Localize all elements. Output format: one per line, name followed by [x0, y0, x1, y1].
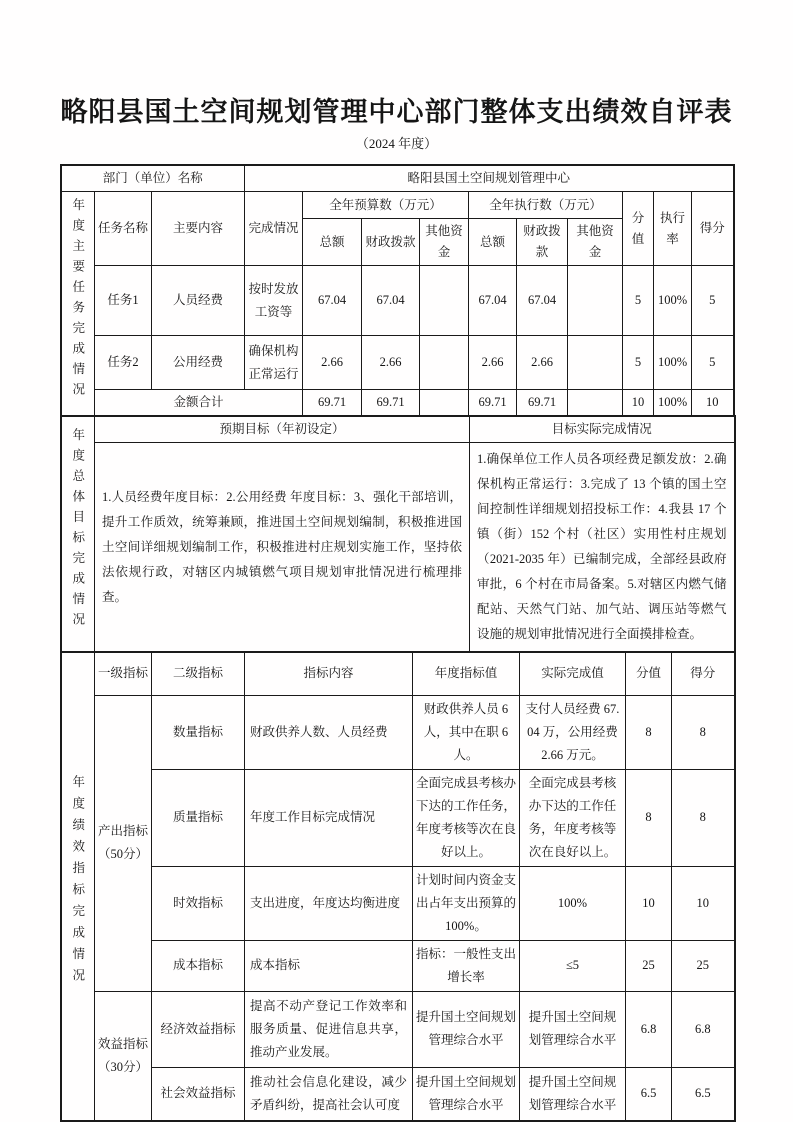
task-name-cell: 任务1 [95, 266, 152, 336]
task-content-cell: 人员经费 [152, 266, 245, 336]
rate-cell: 100% [654, 266, 692, 336]
dept-name-value: 略阳县国土空间规划管理中心 [245, 165, 734, 192]
evaluation-table [60, 164, 734, 1122]
table-row [61, 443, 735, 653]
col-header-exec-other: 其他资金 [568, 219, 623, 266]
task-completion-cell: 按时发放工资等 [245, 266, 303, 336]
score-cell: 6.8 [672, 991, 735, 1067]
rate-cell: 100% [654, 336, 692, 390]
indicator-content-cell: 支出进度，年度达均衡进度 [245, 866, 413, 940]
table-row-task1 [61, 266, 734, 336]
actual-goal-text: 1.确保单位工作人员各项经费足额发放：2.确保机构正常运行：3.完成了 13 个镇的国土空间控制性详细规划招投标工作：4.我县 17 个镇（街）152 个村（社区）实用性村庄规划（2021-2035 年）已编制完成，全部经县政府审批，6 个村在市局备案。5.对辖区内燃气储配站、天然气门站、加气站、调压站等燃气设施的规划审批情况进行全面摸排检查。 [470, 443, 735, 653]
budget-other-cell [420, 336, 469, 390]
col-header-exec-rate: 执行率 [654, 192, 692, 266]
table-row-quantity [61, 695, 735, 769]
expected-goal-header: 预期目标（年初设定） [95, 416, 470, 443]
indicator-content-cell: 成本指标 [245, 940, 413, 991]
exec-other-cell [568, 390, 623, 417]
score-cell: 5 [692, 336, 734, 390]
col-header-points: 分值 [626, 652, 672, 695]
level2-cell: 社会效益指标 [152, 1067, 245, 1121]
col-header-exec-group: 全年执行数（万元） [469, 192, 623, 219]
table-row [61, 165, 734, 192]
col-header-budget-group: 全年预算数（万元） [303, 192, 469, 219]
table-row [61, 416, 735, 443]
col-header-exec-total: 总额 [469, 219, 517, 266]
budget-total-cell: 67.04 [303, 266, 362, 336]
level2-cell: 时效指标 [152, 866, 245, 940]
exec-fiscal-cell: 69.71 [517, 390, 568, 417]
col-header-score: 得分 [692, 192, 734, 266]
target-value-cell: 全面完成县考核办下达的工作任务，年度考核等次在良好以上。 [413, 769, 520, 866]
table-row-economic-benefit [61, 991, 735, 1067]
col-header-budget-total: 总额 [303, 219, 362, 266]
exec-total-cell: 2.66 [469, 336, 517, 390]
goals-section-table [60, 415, 736, 653]
actual-value-cell: 提升国土空间规划管理综合水平 [520, 991, 626, 1067]
table-row [61, 192, 734, 219]
col-header-level1: 一级指标 [95, 652, 152, 695]
exec-other-cell [568, 336, 623, 390]
budget-total-cell: 69.71 [303, 390, 362, 417]
indicators-section-table [60, 651, 736, 1122]
expected-goal-text: 1.人员经费年度目标：2.公用经费 年度目标：3、强化干部培训，提升工作质效，统筹兼顾，推进国土空间规划编制，积极推进国土空间详细规划编制工作，积极推进村庄规划实施工作，坚持依法依规行政，对辖区内城镇燃气项目规划审批情况进行梳理排查。 [95, 443, 470, 653]
table-row-task2 [61, 336, 734, 390]
exec-total-cell: 69.71 [469, 390, 517, 417]
task-name-cell: 任务2 [95, 336, 152, 390]
score-cell: 10 [672, 866, 735, 940]
col-header-score: 得分 [672, 652, 735, 695]
col-header-completion: 完成情况 [245, 192, 303, 266]
budget-other-cell [420, 266, 469, 336]
table-row-cost [61, 940, 735, 991]
table-row-quality [61, 769, 735, 866]
points-cell: 25 [626, 940, 672, 991]
tasks-section-table [60, 164, 735, 417]
task-completion-cell: 确保机构正常运行 [245, 336, 303, 390]
actual-goal-header: 目标实际完成情况 [470, 416, 735, 443]
table-row-amount-total [61, 390, 734, 417]
col-header-task-name: 任务名称 [95, 192, 152, 266]
col-header-points: 分值 [623, 192, 654, 266]
col-header-main-content: 主要内容 [152, 192, 245, 266]
exec-fiscal-cell: 2.66 [517, 336, 568, 390]
level2-cell: 质量指标 [152, 769, 245, 866]
score-cell: 8 [672, 769, 735, 866]
score-cell: 6.5 [672, 1067, 735, 1121]
benefit-indicator-group-label: 效益指标（30分） [95, 991, 152, 1121]
score-cell: 25 [672, 940, 735, 991]
score-cell: 5 [692, 266, 734, 336]
points-cell: 8 [626, 769, 672, 866]
points-cell: 6.5 [626, 1067, 672, 1121]
target-value-cell: 提升国土空间规划管理综合水平 [413, 1067, 520, 1121]
budget-fiscal-cell: 2.66 [362, 336, 420, 390]
task-content-cell: 公用经费 [152, 336, 245, 390]
rate-cell: 100% [654, 390, 692, 417]
actual-value-cell: 全面完成县考核办下达的工作任务，年度考核等次在良好以上。 [520, 769, 626, 866]
actual-value-cell: 100% [520, 866, 626, 940]
col-header-exec-fiscal: 财政拨款 [517, 219, 568, 266]
target-value-cell: 提升国土空间规划管理综合水平 [413, 991, 520, 1067]
budget-fiscal-cell: 69.71 [362, 390, 420, 417]
indicator-content-cell: 年度工作目标完成情况 [245, 769, 413, 866]
col-header-content: 指标内容 [245, 652, 413, 695]
actual-value-cell: 支付人员经费 67.04 万，公用经费 2.66 万元。 [520, 695, 626, 769]
points-cell: 10 [623, 390, 654, 417]
target-value-cell: 指标：一般性支出增长率 [413, 940, 520, 991]
col-header-actual: 实际完成值 [520, 652, 626, 695]
page-subtitle: （2024 年度） [355, 136, 438, 151]
target-value-cell: 计划时间内资金支出占年支出预算的 100%。 [413, 866, 520, 940]
table-row [61, 652, 735, 695]
goals-side-label: 年度总体目标完成情况 [61, 416, 95, 652]
exec-fiscal-cell: 67.04 [517, 266, 568, 336]
actual-value-cell: 提升国土空间规划管理综合水平 [520, 1067, 626, 1121]
exec-total-cell: 67.04 [469, 266, 517, 336]
points-cell: 5 [623, 336, 654, 390]
points-cell: 8 [626, 695, 672, 769]
tasks-side-label: 年度主要任务完成情况 [61, 192, 95, 417]
indicator-content-cell: 推动社会信息化建设，减少矛盾纠纷，提高社会认可度 [245, 1067, 413, 1121]
score-cell: 8 [672, 695, 735, 769]
level2-cell: 成本指标 [152, 940, 245, 991]
budget-other-cell [420, 390, 469, 417]
indicators-side-label: 年度绩效指标完成情况 [61, 652, 95, 1121]
actual-value-cell: ≤5 [520, 940, 626, 991]
points-cell: 6.8 [626, 991, 672, 1067]
col-header-level2: 二级指标 [152, 652, 245, 695]
target-value-cell: 财政供养人员 6 人，其中在职 6 人。 [413, 695, 520, 769]
col-header-budget-other: 其他资金 [420, 219, 469, 266]
page-title: 略阳县国土空间规划管理中心部门整体支出绩效自评表 [60, 97, 733, 127]
budget-total-cell: 2.66 [303, 336, 362, 390]
dept-name-label: 部门（单位）名称 [61, 165, 245, 192]
indicator-content-cell: 财政供养人数、人员经费 [245, 695, 413, 769]
level2-cell: 数量指标 [152, 695, 245, 769]
table-row-timeliness [61, 866, 735, 940]
table-row-social-benefit [61, 1067, 735, 1121]
level2-cell: 经济效益指标 [152, 991, 245, 1067]
budget-fiscal-cell: 67.04 [362, 266, 420, 336]
score-cell: 10 [692, 390, 734, 417]
col-header-target: 年度指标值 [413, 652, 520, 695]
points-cell: 10 [626, 866, 672, 940]
amount-total-label: 金额合计 [95, 390, 303, 417]
points-cell: 5 [623, 266, 654, 336]
exec-other-cell [568, 266, 623, 336]
output-indicator-group-label: 产出指标（50分） [95, 695, 152, 991]
indicator-content-cell: 提高不动产登记工作效率和服务质量、促进信息共享，推动产业发展。 [245, 991, 413, 1067]
col-header-budget-fiscal: 财政拨款 [362, 219, 420, 266]
